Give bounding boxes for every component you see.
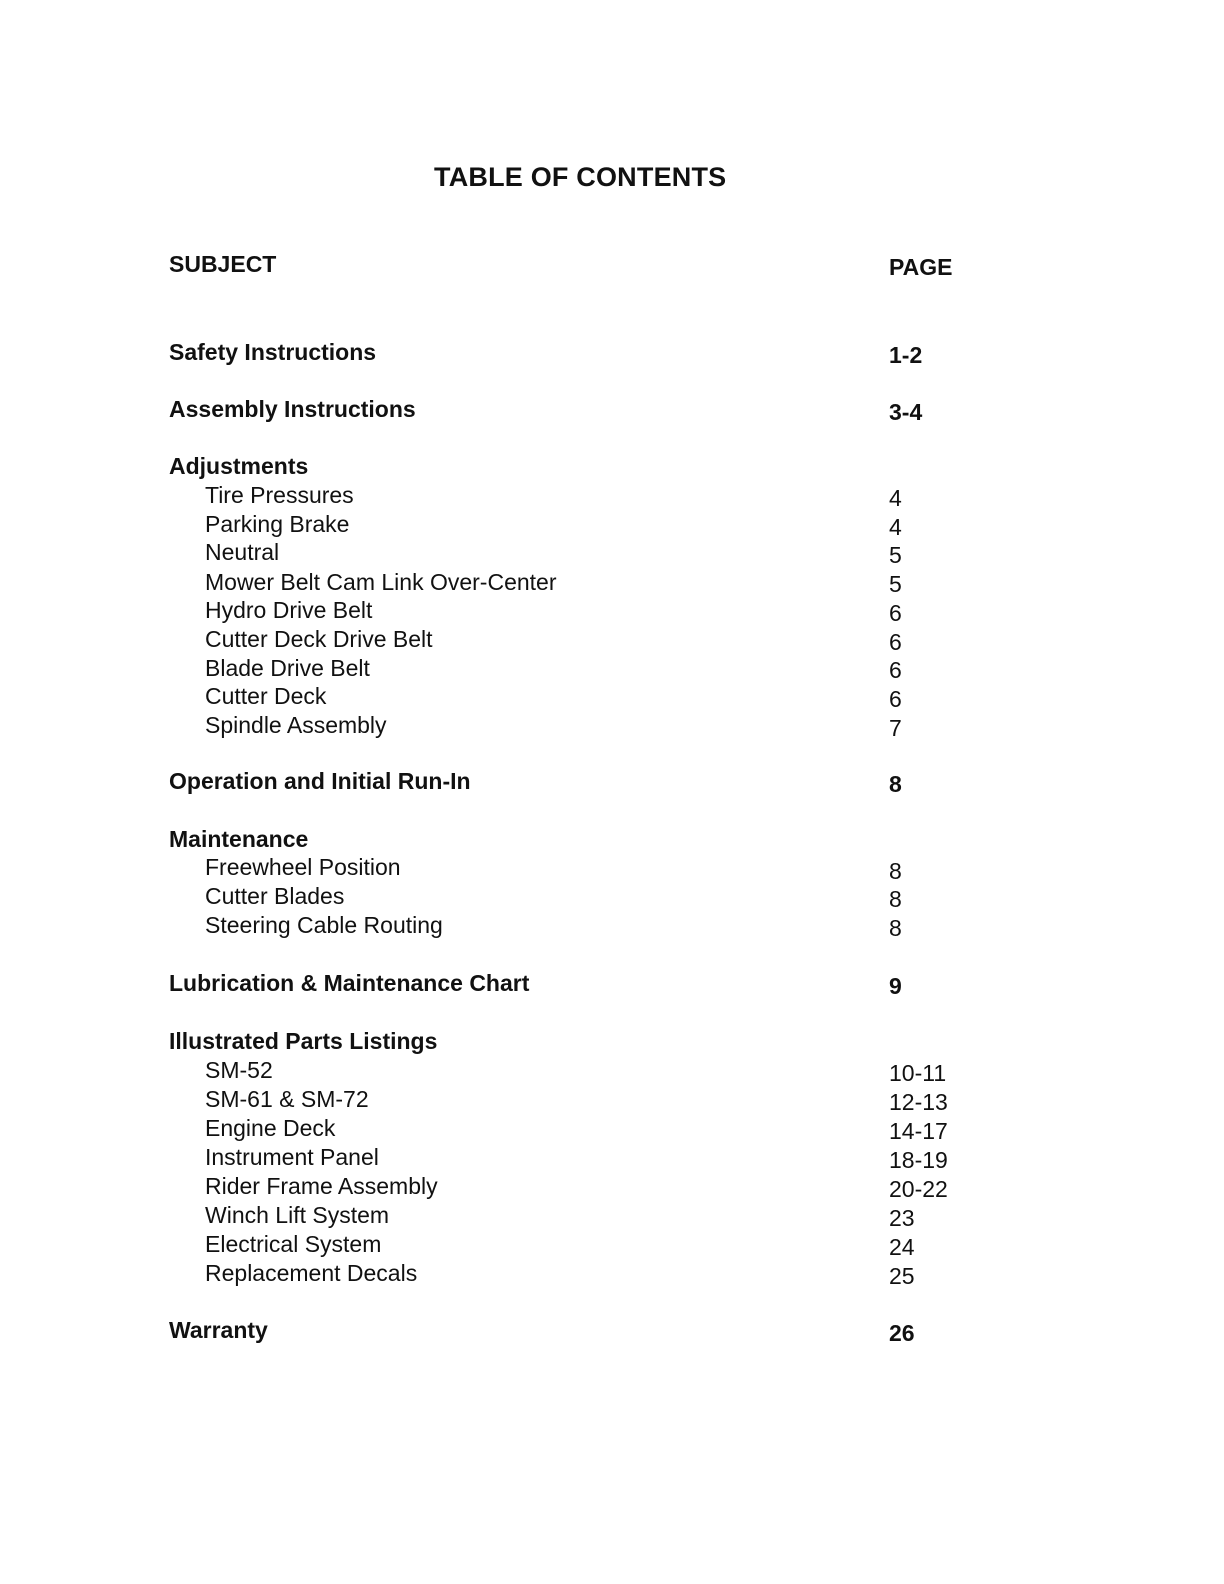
toc-section-operation-run-in: Operation and Initial Run-In xyxy=(169,768,471,794)
toc-item-cutter-blades: Cutter Blades xyxy=(205,883,345,909)
toc-page-mower-belt-cam-link: 5 xyxy=(889,571,902,597)
toc-page-warranty: 26 xyxy=(889,1320,915,1346)
toc-item-parking-brake: Parking Brake xyxy=(205,511,350,537)
toc-page-blade-drive-belt: 6 xyxy=(889,657,902,683)
toc-item-neutral: Neutral xyxy=(205,539,280,565)
toc-page-parking-brake: 4 xyxy=(889,514,902,540)
toc-page-rider-frame-assembly: 20-22 xyxy=(889,1176,948,1202)
page-title: TABLE OF CONTENTS xyxy=(434,162,727,192)
toc-item-sm-61-sm-72: SM-61 & SM-72 xyxy=(205,1086,369,1112)
toc-page-assembly-instructions: 3-4 xyxy=(889,399,923,425)
toc-item-blade-drive-belt: Blade Drive Belt xyxy=(205,655,370,681)
toc-item-sm-52: SM-52 xyxy=(205,1057,273,1083)
toc-section-maintenance: Maintenance xyxy=(169,826,309,852)
toc-item-hydro-drive-belt: Hydro Drive Belt xyxy=(205,597,373,623)
toc-page-safety-instructions: 1-2 xyxy=(889,342,923,368)
toc-page-lubrication-chart: 9 xyxy=(889,973,902,999)
toc-page-winch-lift-system: 23 xyxy=(889,1205,915,1231)
toc-item-instrument-panel: Instrument Panel xyxy=(205,1144,379,1170)
toc-item-electrical-system: Electrical System xyxy=(205,1231,382,1257)
toc-page-instrument-panel: 18-19 xyxy=(889,1147,948,1173)
toc-item-spindle-assembly: Spindle Assembly xyxy=(205,712,387,738)
toc-section-illustrated-parts: Illustrated Parts Listings xyxy=(169,1028,438,1054)
toc-section-adjustments: Adjustments xyxy=(169,453,309,479)
toc-section-lubrication-chart: Lubrication & Maintenance Chart xyxy=(169,970,530,996)
toc-item-rider-frame-assembly: Rider Frame Assembly xyxy=(205,1173,438,1199)
toc-item-steering-cable-routing: Steering Cable Routing xyxy=(205,912,443,938)
toc-page-cutter-deck: 6 xyxy=(889,686,902,712)
toc-section-safety-instructions: Safety Instructions xyxy=(169,339,377,365)
toc-item-engine-deck: Engine Deck xyxy=(205,1115,336,1141)
toc-item-replacement-decals: Replacement Decals xyxy=(205,1260,418,1286)
toc-page-cutter-blades: 8 xyxy=(889,886,902,912)
toc-page-neutral: 5 xyxy=(889,542,902,568)
toc-page-engine-deck: 14-17 xyxy=(889,1118,948,1144)
toc-section-warranty: Warranty xyxy=(169,1317,268,1343)
toc-page-operation-run-in: 8 xyxy=(889,771,902,797)
toc-item-freewheel-position: Freewheel Position xyxy=(205,854,401,880)
toc-page-freewheel-position: 8 xyxy=(889,858,902,884)
toc-item-mower-belt-cam-link: Mower Belt Cam Link Over-Center xyxy=(205,569,557,595)
subject-column-header: SUBJECT xyxy=(169,251,277,277)
page-column-header: PAGE xyxy=(889,254,953,280)
toc-item-tire-pressures: Tire Pressures xyxy=(205,482,354,508)
toc-page-steering-cable-routing: 8 xyxy=(889,915,902,941)
toc-page-spindle-assembly: 7 xyxy=(889,715,902,741)
toc-item-cutter-deck-drive-belt: Cutter Deck Drive Belt xyxy=(205,626,433,652)
toc-page-replacement-decals: 25 xyxy=(889,1263,915,1289)
toc-page-tire-pressures: 4 xyxy=(889,485,902,511)
toc-page-sm-52: 10-11 xyxy=(889,1060,947,1086)
toc-page-cutter-deck-drive-belt: 6 xyxy=(889,629,902,655)
toc-section-assembly-instructions: Assembly Instructions xyxy=(169,396,416,422)
toc-page-hydro-drive-belt: 6 xyxy=(889,600,902,626)
toc-item-winch-lift-system: Winch Lift System xyxy=(205,1202,390,1228)
toc-page-sm-61-sm-72: 12-13 xyxy=(889,1089,948,1115)
toc-page-electrical-system: 24 xyxy=(889,1234,915,1260)
toc-item-cutter-deck: Cutter Deck xyxy=(205,683,327,709)
